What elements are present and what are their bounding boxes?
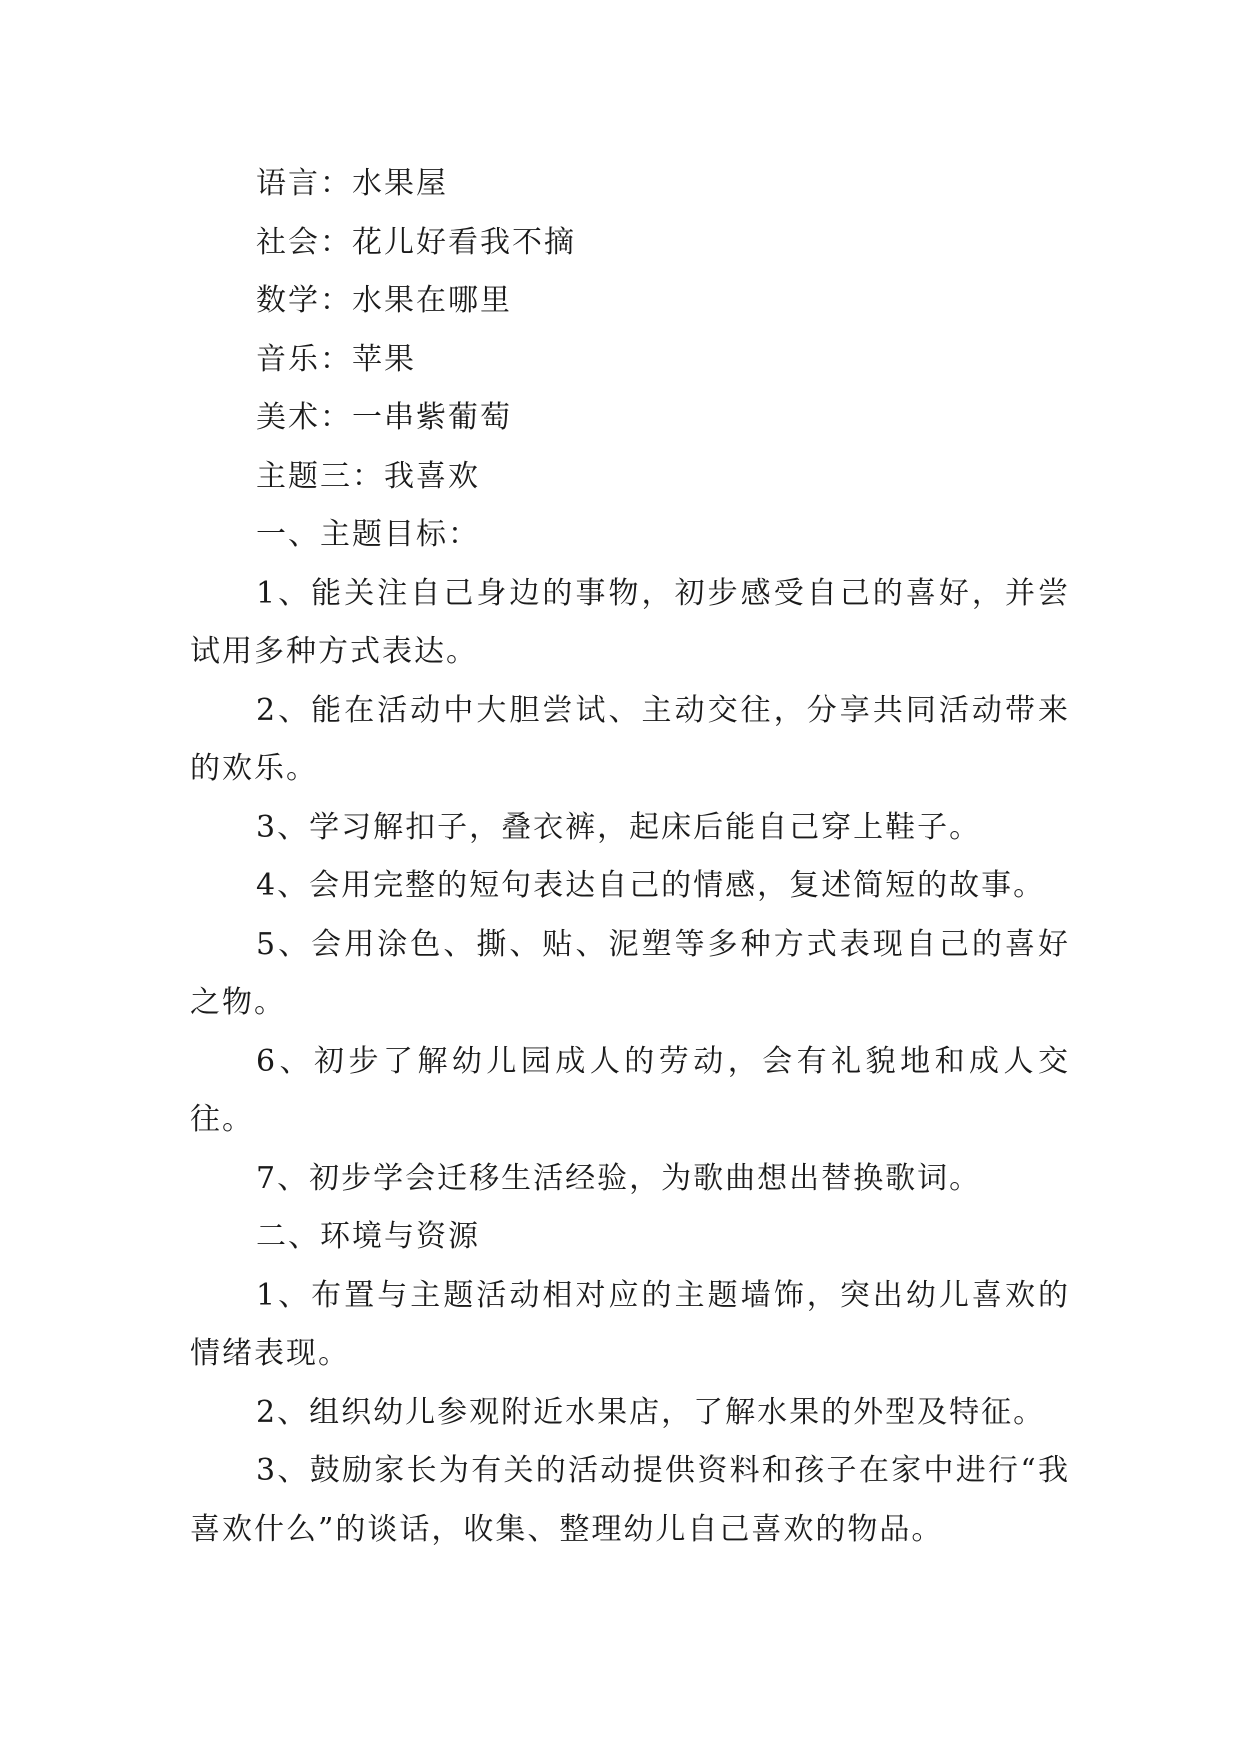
line-math: 数学：水果在哪里	[256, 283, 512, 318]
line-art: 美术：一串紫葡萄	[256, 400, 512, 435]
goal-item-3: 3、学习解扣子，叠衣裤，起床后能自己穿上鞋子。	[256, 809, 982, 845]
goal-item-7: 7、初步学会迁移生活经验，为歌曲想出替换歌词。	[256, 1160, 982, 1196]
goal-item-1: 1、能关注自己身边的事物，初步感受自己的喜好，并尝试用多种方式表达。	[190, 575, 1070, 669]
theme-three-heading: 主题三：我喜欢	[256, 458, 480, 494]
goal-item-4: 4、会用完整的短句表达自己的情感，复述简短的故事。	[256, 868, 1046, 903]
goal-item-5: 5、会用涂色、撕、贴、泥塑等多种方式表现自己的喜好之物。	[190, 926, 1070, 1020]
resource-item-3: 3、鼓励家长为有关的活动提供资料和孩子在家中进行“我喜欢什么”的谈话，收集、整理幼儿自己喜欢的物品。	[190, 1453, 1070, 1547]
line-language: 语言：水果屋	[256, 166, 448, 201]
resource-item-2: 2、组织幼儿参观附近水果店，了解水果的外型及特征。	[256, 1394, 1046, 1430]
goal-item-2: 2、能在活动中大胆尝试、主动交往，分享共同活动带来的欢乐。	[190, 692, 1070, 786]
line-society: 社会：花儿好看我不摘	[256, 224, 576, 260]
section-environment-heading: 二、环境与资源	[256, 1219, 480, 1254]
line-music: 音乐：苹果	[256, 341, 416, 377]
goal-item-6: 6、初步了解幼儿园成人的劳动，会有礼貌地和成人交往。	[190, 1043, 1070, 1137]
section-goals-heading: 一、主题目标：	[256, 517, 480, 552]
resource-item-1: 1、布置与主题活动相对应的主题墙饰，突出幼儿喜欢的情绪表现。	[190, 1277, 1070, 1371]
document-body	[190, 155, 1070, 1559]
